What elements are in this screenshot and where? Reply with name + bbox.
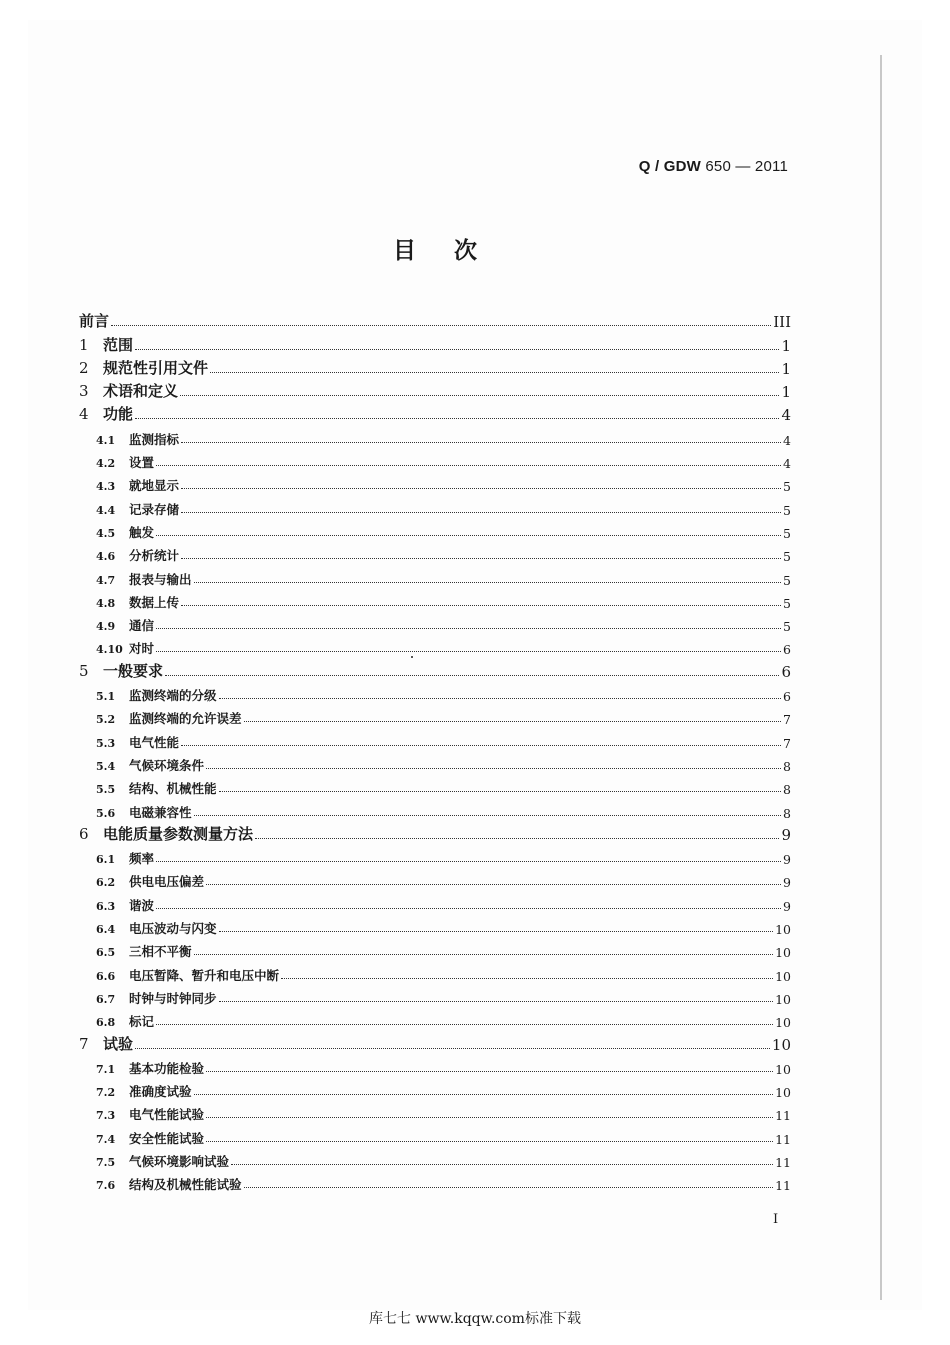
toc-entry-label [96, 733, 179, 751]
toc-entry[interactable] [79, 657, 791, 680]
scan-speck [411, 656, 413, 658]
toc-entry-title: 通信 [129, 618, 155, 634]
toc-entry[interactable] [79, 984, 791, 1007]
toc-entry-number: 7.4 [96, 1132, 116, 1146]
toc-entry-number: 4.7 [96, 573, 116, 587]
toc-leader-dots [206, 1071, 773, 1072]
toc-entry-number: 6.2 [96, 876, 116, 890]
toc-entry[interactable] [79, 704, 791, 727]
table-of-contents [79, 308, 791, 1193]
toc-entry-number: 4.4 [96, 503, 116, 517]
toc-entry[interactable] [79, 937, 791, 960]
toc-entry-page: 9 [783, 852, 791, 868]
toc-entry-page: 11 [775, 1108, 791, 1124]
toc-entry-title: 记录存储 [129, 501, 180, 517]
toc-entry-title: 前言 [79, 312, 110, 331]
toc-entry-label [96, 546, 179, 564]
toc-entry-title: 电压波动与闪变 [129, 921, 217, 937]
toc-entry-page: 4 [783, 432, 791, 448]
toc-entry-number: 5.4 [96, 759, 116, 773]
toc-entry-number: 4 [79, 405, 89, 424]
toc-entry[interactable] [79, 774, 791, 797]
toc-entry-title: 气候环境影响试验 [129, 1153, 230, 1169]
toc-entry[interactable] [79, 541, 791, 564]
standard-number: 650 — 2011 [705, 158, 788, 175]
toc-entry-number: 6.5 [96, 946, 116, 960]
toc-entry[interactable] [79, 424, 791, 447]
toc-leader-dots [135, 1048, 770, 1049]
toc-entry-label [79, 357, 208, 378]
toc-entry-title: 功能 [103, 405, 134, 424]
toc-entry-page: 1 [781, 383, 791, 402]
toc-entry-title: 基本功能检验 [129, 1060, 205, 1076]
toc-entry-page: 10 [775, 922, 791, 938]
toc-entry-number: 7 [79, 1034, 89, 1053]
toc-entry[interactable] [79, 867, 791, 890]
toc-entry-number: 6 [79, 824, 89, 843]
toc-leader-dots [206, 1141, 773, 1142]
toc-entry-page: III [773, 313, 791, 332]
toc-entry-number: 7.6 [96, 1179, 116, 1193]
toc-entry-title: 监测终端的允许误差 [129, 711, 242, 727]
toc-entry-label [96, 1059, 204, 1077]
toc-entry[interactable] [79, 1100, 791, 1123]
toc-entry-page: 5 [783, 595, 791, 611]
toc-entry[interactable] [79, 1123, 791, 1146]
page-edge [880, 55, 882, 1300]
toc-entry-title: 试验 [103, 1034, 134, 1053]
toc-entry-number: 3 [79, 382, 89, 401]
toc-entry-title: 对时 [129, 641, 155, 657]
toc-leader-dots [156, 535, 781, 536]
toc-entry-number: 5.5 [96, 783, 116, 797]
toc-entry-page: 10 [775, 991, 791, 1007]
toc-entry-page: 5 [783, 525, 791, 541]
toc-entry[interactable] [79, 821, 791, 844]
toc-entry-number: 6.6 [96, 969, 116, 983]
standard-code [639, 158, 788, 175]
toc-entry-number: 2 [79, 358, 89, 377]
toc-entry-label [79, 823, 253, 844]
toc-entry[interactable] [79, 355, 791, 378]
toc-entry-title: 数据上传 [129, 594, 180, 610]
toc-entry-label [96, 476, 179, 494]
toc-entry-number: 4.2 [96, 457, 116, 471]
toc-entry-label [96, 756, 204, 774]
toc-leader-dots [181, 558, 781, 559]
toc-entry-page: 10 [775, 1085, 791, 1101]
toc-entry[interactable] [79, 914, 791, 937]
toc-entry-label [96, 966, 279, 984]
toc-entry-number: 6.4 [96, 923, 116, 937]
toc-entry-title: 电磁兼容性 [129, 804, 192, 820]
toc-leader-dots [194, 815, 782, 816]
toc-entry-number: 7.1 [96, 1062, 116, 1076]
toc-entry[interactable] [79, 331, 791, 354]
toc-leader-dots [156, 908, 781, 909]
toc-entry-label [96, 1082, 192, 1100]
toc-entry-label [96, 989, 217, 1007]
toc-leader-dots [194, 954, 774, 955]
toc-entry-number: 4.1 [96, 433, 116, 447]
toc-entry-label [79, 660, 163, 681]
toc-leader-dots [206, 884, 781, 885]
toc-entry-title: 就地显示 [129, 478, 180, 494]
toc-entry-number: 4.5 [96, 526, 116, 540]
toc-entry[interactable] [79, 681, 791, 704]
toc-entry-number: 7.2 [96, 1086, 116, 1100]
toc-entry-label [96, 523, 154, 541]
toc-entry-title: 标记 [129, 1014, 155, 1030]
toc-entry-number: 1 [79, 335, 89, 354]
toc-entry-page: 8 [783, 782, 791, 798]
toc-entry-label [96, 709, 242, 727]
toc-entry-page: 8 [783, 758, 791, 774]
toc-entry[interactable] [79, 844, 791, 867]
toc-leader-dots [219, 1001, 774, 1002]
toc-entry-number: 5.1 [96, 690, 116, 704]
footer-watermark: 库七七 www.kqqw.com标准下载 [369, 1311, 581, 1327]
toc-entry-title: 一般要求 [103, 661, 164, 680]
toc-leader-dots [231, 1164, 773, 1165]
toc-entry-page: 1 [781, 336, 791, 355]
toc-leader-dots [156, 1024, 773, 1025]
toc-entry-label [96, 1012, 154, 1030]
toc-entry-number: 4.10 [96, 643, 123, 657]
toc-entry-number: 4.9 [96, 620, 116, 634]
toc-leader-dots [181, 745, 781, 746]
toc-entry-label [96, 430, 179, 448]
toc-entry[interactable] [79, 634, 791, 657]
toc-entry[interactable] [79, 588, 791, 611]
toc-entry-title: 结构、机械性能 [129, 781, 217, 797]
toc-entry[interactable] [79, 797, 791, 820]
toc-entry-label [96, 919, 217, 937]
toc-entry-label [96, 1152, 229, 1170]
toc-entry-label [96, 872, 204, 890]
page-number: I [773, 1212, 779, 1227]
toc-entry-number: 5.3 [96, 736, 116, 750]
toc-entry[interactable] [79, 727, 791, 750]
toc-entry-label [96, 639, 154, 657]
toc-entry-page: 11 [775, 1178, 791, 1194]
toc-entry-number: 4.8 [96, 596, 116, 610]
toc-entry-page: 5 [783, 502, 791, 518]
toc-leader-dots [180, 395, 779, 396]
toc-entry-page: 6 [783, 642, 791, 658]
toc-entry-title: 报表与输出 [129, 571, 192, 587]
toc-leader-dots [156, 465, 781, 466]
toc-entry[interactable] [79, 890, 791, 913]
toc-entry[interactable] [79, 1007, 791, 1030]
toc-entry[interactable] [79, 401, 791, 424]
toc-entry[interactable] [79, 1054, 791, 1077]
toc-entry-label [96, 896, 154, 914]
toc-entry-title: 频率 [129, 851, 155, 867]
toc-entry[interactable] [79, 518, 791, 541]
toc-entry-label [96, 1175, 242, 1193]
toc-entry-page: 10 [775, 1015, 791, 1031]
toc-leader-dots [181, 605, 781, 606]
toc-entry-number: 4.6 [96, 550, 116, 564]
toc-entry-page: 9 [781, 825, 791, 844]
toc-entry[interactable] [79, 564, 791, 587]
toc-leader-dots [156, 651, 781, 652]
toc-entry-label [96, 1129, 204, 1147]
toc-entry-title: 电气性能 [129, 734, 180, 750]
toc-entry-page: 6 [783, 689, 791, 705]
toc-entry[interactable] [79, 611, 791, 634]
toc-entry-label [96, 453, 154, 471]
toc-leader-dots [244, 1187, 774, 1188]
toc-entry-page: 10 [775, 1061, 791, 1077]
toc-entry-page: 5 [783, 619, 791, 635]
page-title: 目次 [393, 237, 515, 264]
toc-entry[interactable] [79, 1077, 791, 1100]
toc-entry-page: 7 [783, 735, 791, 751]
toc-entry-page: 11 [775, 1131, 791, 1147]
toc-entry-title: 分析统计 [129, 548, 180, 564]
toc-leader-dots [194, 1094, 774, 1095]
toc-entry-label [96, 593, 179, 611]
toc-leader-dots [281, 978, 773, 979]
toc-entry-number: 5.6 [96, 806, 116, 820]
toc-entry-page: 4 [783, 456, 791, 472]
toc-entry-title: 术语和定义 [103, 382, 179, 401]
toc-entry-title: 电能质量参数测量方法 [103, 824, 254, 843]
toc-entry-page: 5 [783, 572, 791, 588]
toc-entry[interactable] [79, 448, 791, 471]
toc-entry-page: 1 [781, 359, 791, 378]
toc-entry-page: 6 [781, 662, 791, 681]
toc-entry-title: 安全性能试验 [129, 1130, 205, 1146]
toc-entry-label [79, 403, 133, 424]
toc-leader-dots [210, 372, 779, 373]
toc-entry-label [96, 570, 192, 588]
toc-entry-title: 监测指标 [129, 431, 180, 447]
standard-prefix: Q / GDW [638, 158, 701, 175]
toc-entry-title: 范围 [103, 335, 134, 354]
toc-leader-dots [194, 582, 782, 583]
toc-leader-dots [206, 768, 781, 769]
toc-leader-dots [244, 721, 782, 722]
toc-entry[interactable] [79, 1030, 791, 1053]
toc-leader-dots [255, 838, 779, 839]
toc-entry-label [96, 803, 192, 821]
toc-entry-title: 时钟与时钟同步 [129, 990, 217, 1006]
toc-entry-page: 9 [783, 875, 791, 891]
toc-leader-dots [219, 698, 782, 699]
toc-leader-dots [165, 675, 779, 676]
toc-entry-page: 10 [771, 1035, 791, 1054]
toc-entry-page: 4 [781, 406, 791, 425]
toc-entry[interactable] [79, 1170, 791, 1193]
toc-leader-dots [219, 791, 782, 792]
toc-entry-page: 5 [783, 549, 791, 565]
toc-leader-dots [135, 418, 779, 419]
toc-entry-page: 10 [775, 945, 791, 961]
toc-entry-number: 6.8 [96, 1016, 116, 1030]
toc-entry[interactable] [79, 494, 791, 517]
toc-entry-number: 5.2 [96, 713, 116, 727]
toc-entry-title: 谐波 [129, 897, 155, 913]
toc-entry-number: 7.3 [96, 1109, 116, 1123]
toc-entry-number: 6.7 [96, 992, 116, 1006]
toc-entry-label [96, 779, 217, 797]
toc-entry-label [79, 334, 133, 355]
toc-entry[interactable] [79, 378, 791, 401]
toc-leader-dots [135, 349, 779, 350]
toc-leader-dots [181, 512, 781, 513]
toc-entry-label [79, 380, 178, 401]
toc-entry-number: 6.3 [96, 899, 116, 913]
toc-entry-page: 8 [783, 805, 791, 821]
toc-entry[interactable] [79, 1147, 791, 1170]
toc-entry-label [96, 686, 217, 704]
toc-entry-label [79, 310, 109, 331]
toc-entry[interactable] [79, 960, 791, 983]
toc-leader-dots [181, 488, 781, 489]
toc-leader-dots [206, 1117, 773, 1118]
toc-entry-label [96, 500, 179, 518]
toc-entry-title: 气候环境条件 [129, 757, 205, 773]
toc-entry-title: 监测终端的分级 [129, 688, 217, 704]
toc-entry-number: 5 [79, 661, 89, 680]
toc-entry-title: 结构及机械性能试验 [129, 1177, 242, 1193]
toc-leader-dots [219, 931, 774, 932]
toc-entry-page: 5 [783, 479, 791, 495]
toc-entry-page: 10 [775, 968, 791, 984]
toc-entry-title: 电压暂降、暂升和电压中断 [129, 967, 280, 983]
toc-entry-title: 供电电压偏差 [129, 874, 205, 890]
toc-entry-title: 三相不平衡 [129, 944, 192, 960]
toc-entry[interactable] [79, 308, 791, 331]
toc-entry-label [79, 1033, 133, 1054]
toc-leader-dots [156, 861, 781, 862]
toc-entry-number: 6.1 [96, 853, 116, 867]
toc-leader-dots [156, 628, 781, 629]
toc-entry-title: 触发 [129, 524, 155, 540]
toc-leader-dots [181, 442, 781, 443]
toc-entry-page: 11 [775, 1154, 791, 1170]
toc-entry-number: 4.3 [96, 480, 116, 494]
toc-entry[interactable] [79, 471, 791, 494]
toc-entry-label [96, 1105, 204, 1123]
toc-entry-title: 规范性引用文件 [103, 358, 209, 377]
toc-leader-dots [111, 325, 771, 326]
toc-entry-label [96, 942, 192, 960]
toc-entry-label [96, 849, 154, 867]
toc-entry-label [96, 616, 154, 634]
toc-entry-title: 电气性能试验 [129, 1107, 205, 1123]
toc-entry-number: 7.5 [96, 1155, 116, 1169]
toc-entry-title: 设置 [129, 455, 155, 471]
toc-entry-title: 准确度试验 [129, 1084, 192, 1100]
toc-entry[interactable] [79, 751, 791, 774]
toc-entry-page: 7 [783, 712, 791, 728]
toc-entry-page: 9 [783, 898, 791, 914]
